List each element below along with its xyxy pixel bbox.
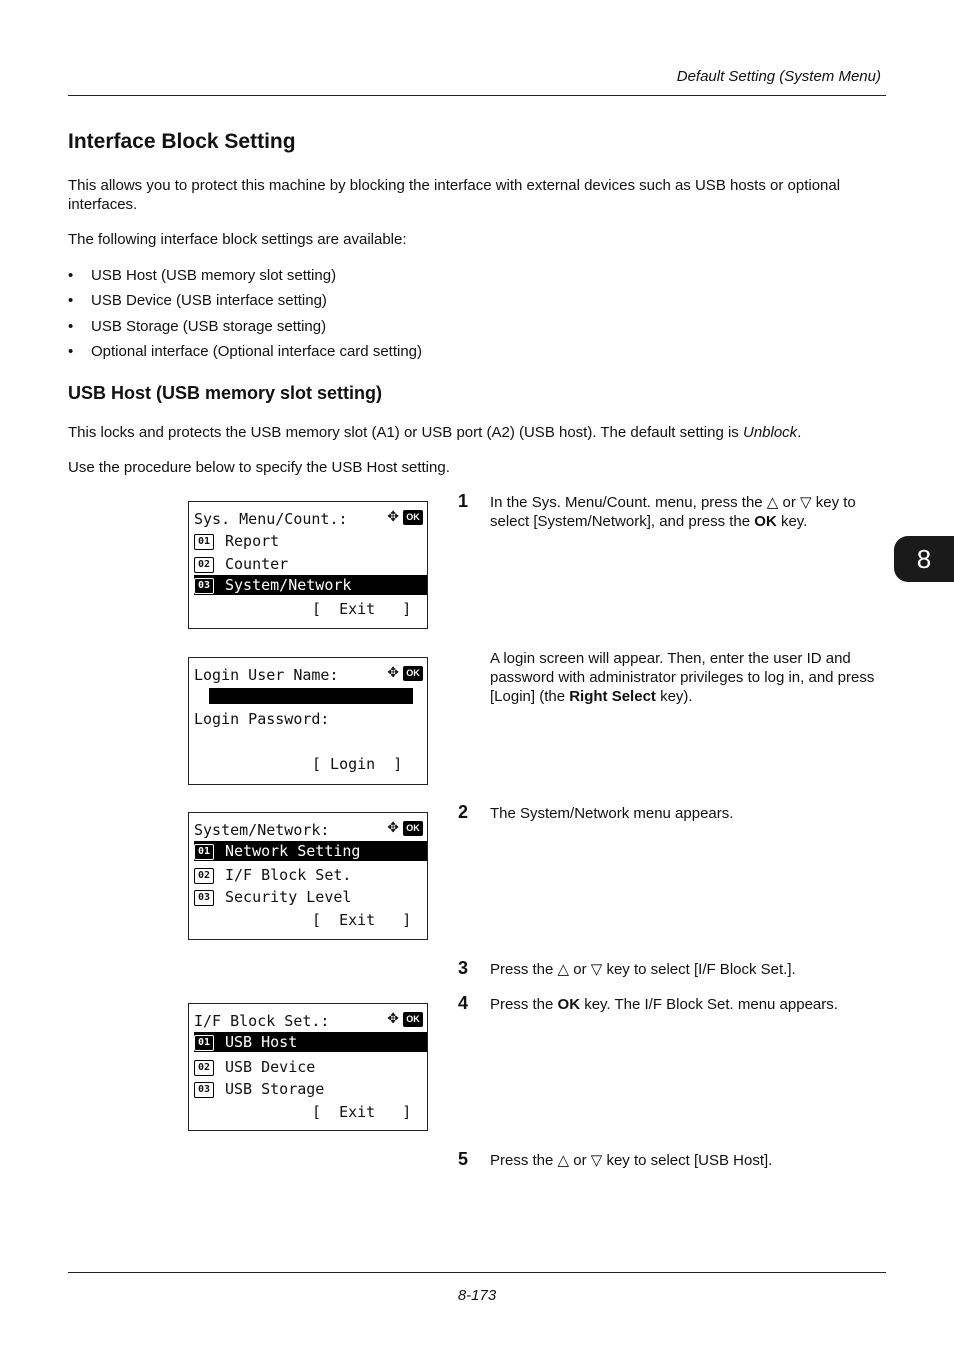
menu-item-usb-storage[interactable]: 03 USB Storage [194, 1079, 427, 1099]
softkey-login[interactable]: [ Login ] [312, 755, 403, 773]
procedure-intro: Use the procedure below to specify the USB Host setting. [68, 459, 450, 476]
ok-key-icon: OK [403, 821, 423, 836]
softkey-exit[interactable]: [ Exit ] [312, 1103, 412, 1121]
step-number: 1 [458, 491, 469, 511]
menu-item-if-block-set[interactable]: 02 I/F Block Set. [194, 865, 427, 885]
nav-icons [373, 507, 423, 527]
ok-key-icon: OK [403, 510, 423, 525]
header-rule [68, 95, 886, 96]
page-number: 8-173 [457, 1287, 497, 1304]
step-2-text: The System/Network menu appears. [490, 805, 734, 822]
arrow-keys-icon: ✥ [387, 819, 399, 835]
login-password-label: Login Password: [194, 710, 330, 728]
nav-icons [373, 818, 423, 838]
section-intro: This allows you to protect this machine by blocking the interface with external devices such as USB hosts or optional interfaces. [68, 177, 841, 213]
menu-item-security-level[interactable]: 03 Security Level [194, 887, 427, 907]
lcd-screen-login [188, 657, 428, 785]
subsection-desc: This locks and protects the USB memory slot (A1) or USB port (A2) (USB host). The default setting is Unblock. [68, 424, 802, 441]
menu-item-counter[interactable]: 02 Counter [194, 554, 427, 574]
softkey-exit[interactable]: [ Exit ] [312, 600, 412, 618]
step-3-text: Press the △ or ▽ key to select [I/F Block Set.]. [490, 961, 796, 978]
lcd-screen-system-network [188, 812, 428, 940]
section-title: Interface Block Setting [68, 130, 296, 153]
arrow-keys-icon: ✥ [387, 664, 399, 680]
lcd-title: System/Network: [194, 821, 330, 839]
nav-icons [379, 663, 423, 683]
lcd-title: I/F Block Set.: [194, 1012, 330, 1030]
lcd-screen-if-block-set [188, 1003, 428, 1131]
step-5-text: Press the △ or ▽ key to select [USB Host]. [490, 1152, 773, 1169]
menu-item-system-network[interactable]: 03 System/Network [194, 575, 427, 595]
step-1-text: In the Sys. Menu/Count. menu, press the △ or ▽ key to select [System/Network], and press the OK key. [490, 494, 856, 530]
chapter-tab: 8 [894, 536, 954, 582]
step-number: 2 [458, 802, 469, 822]
menu-item-usb-host[interactable]: 01 USB Host [194, 1032, 427, 1052]
step-number: 3 [458, 958, 469, 978]
ok-key-icon: OK [403, 666, 423, 681]
subsection-title: USB Host (USB memory slot setting) [68, 383, 383, 403]
nav-icons [373, 1009, 423, 1029]
menu-item-usb-device[interactable]: 02 USB Device [194, 1057, 427, 1077]
arrow-keys-icon: ✥ [387, 1010, 399, 1026]
running-header: Default Setting (System Menu) [676, 68, 881, 85]
lcd-title: Sys. Menu/Count.: [194, 510, 348, 528]
softkey-exit[interactable]: [ Exit ] [312, 911, 412, 929]
lcd-screen-sys-menu [188, 501, 428, 629]
arrow-keys-icon: ✥ [387, 508, 399, 524]
menu-item-network-setting[interactable]: 01 Network Setting [194, 841, 427, 861]
step-4-text: Press the OK key. The I/F Block Set. menu appears. [490, 996, 838, 1013]
lcd-title: Login User Name: [194, 666, 339, 684]
login-user-name-input[interactable] [209, 688, 413, 704]
ok-key-icon: OK [403, 1012, 423, 1027]
step-number: 4 [458, 993, 469, 1013]
available-intro: The following interface block settings are available: [68, 231, 407, 248]
menu-item-report[interactable]: 01 Report [194, 531, 427, 551]
step-number: 5 [458, 1149, 469, 1169]
step-1-login-text: A login screen will appear. Then, enter the user ID and password with administrator privileges to log in, and press [Login] (the Right Select key). [490, 650, 875, 705]
footer-rule [68, 1272, 886, 1273]
